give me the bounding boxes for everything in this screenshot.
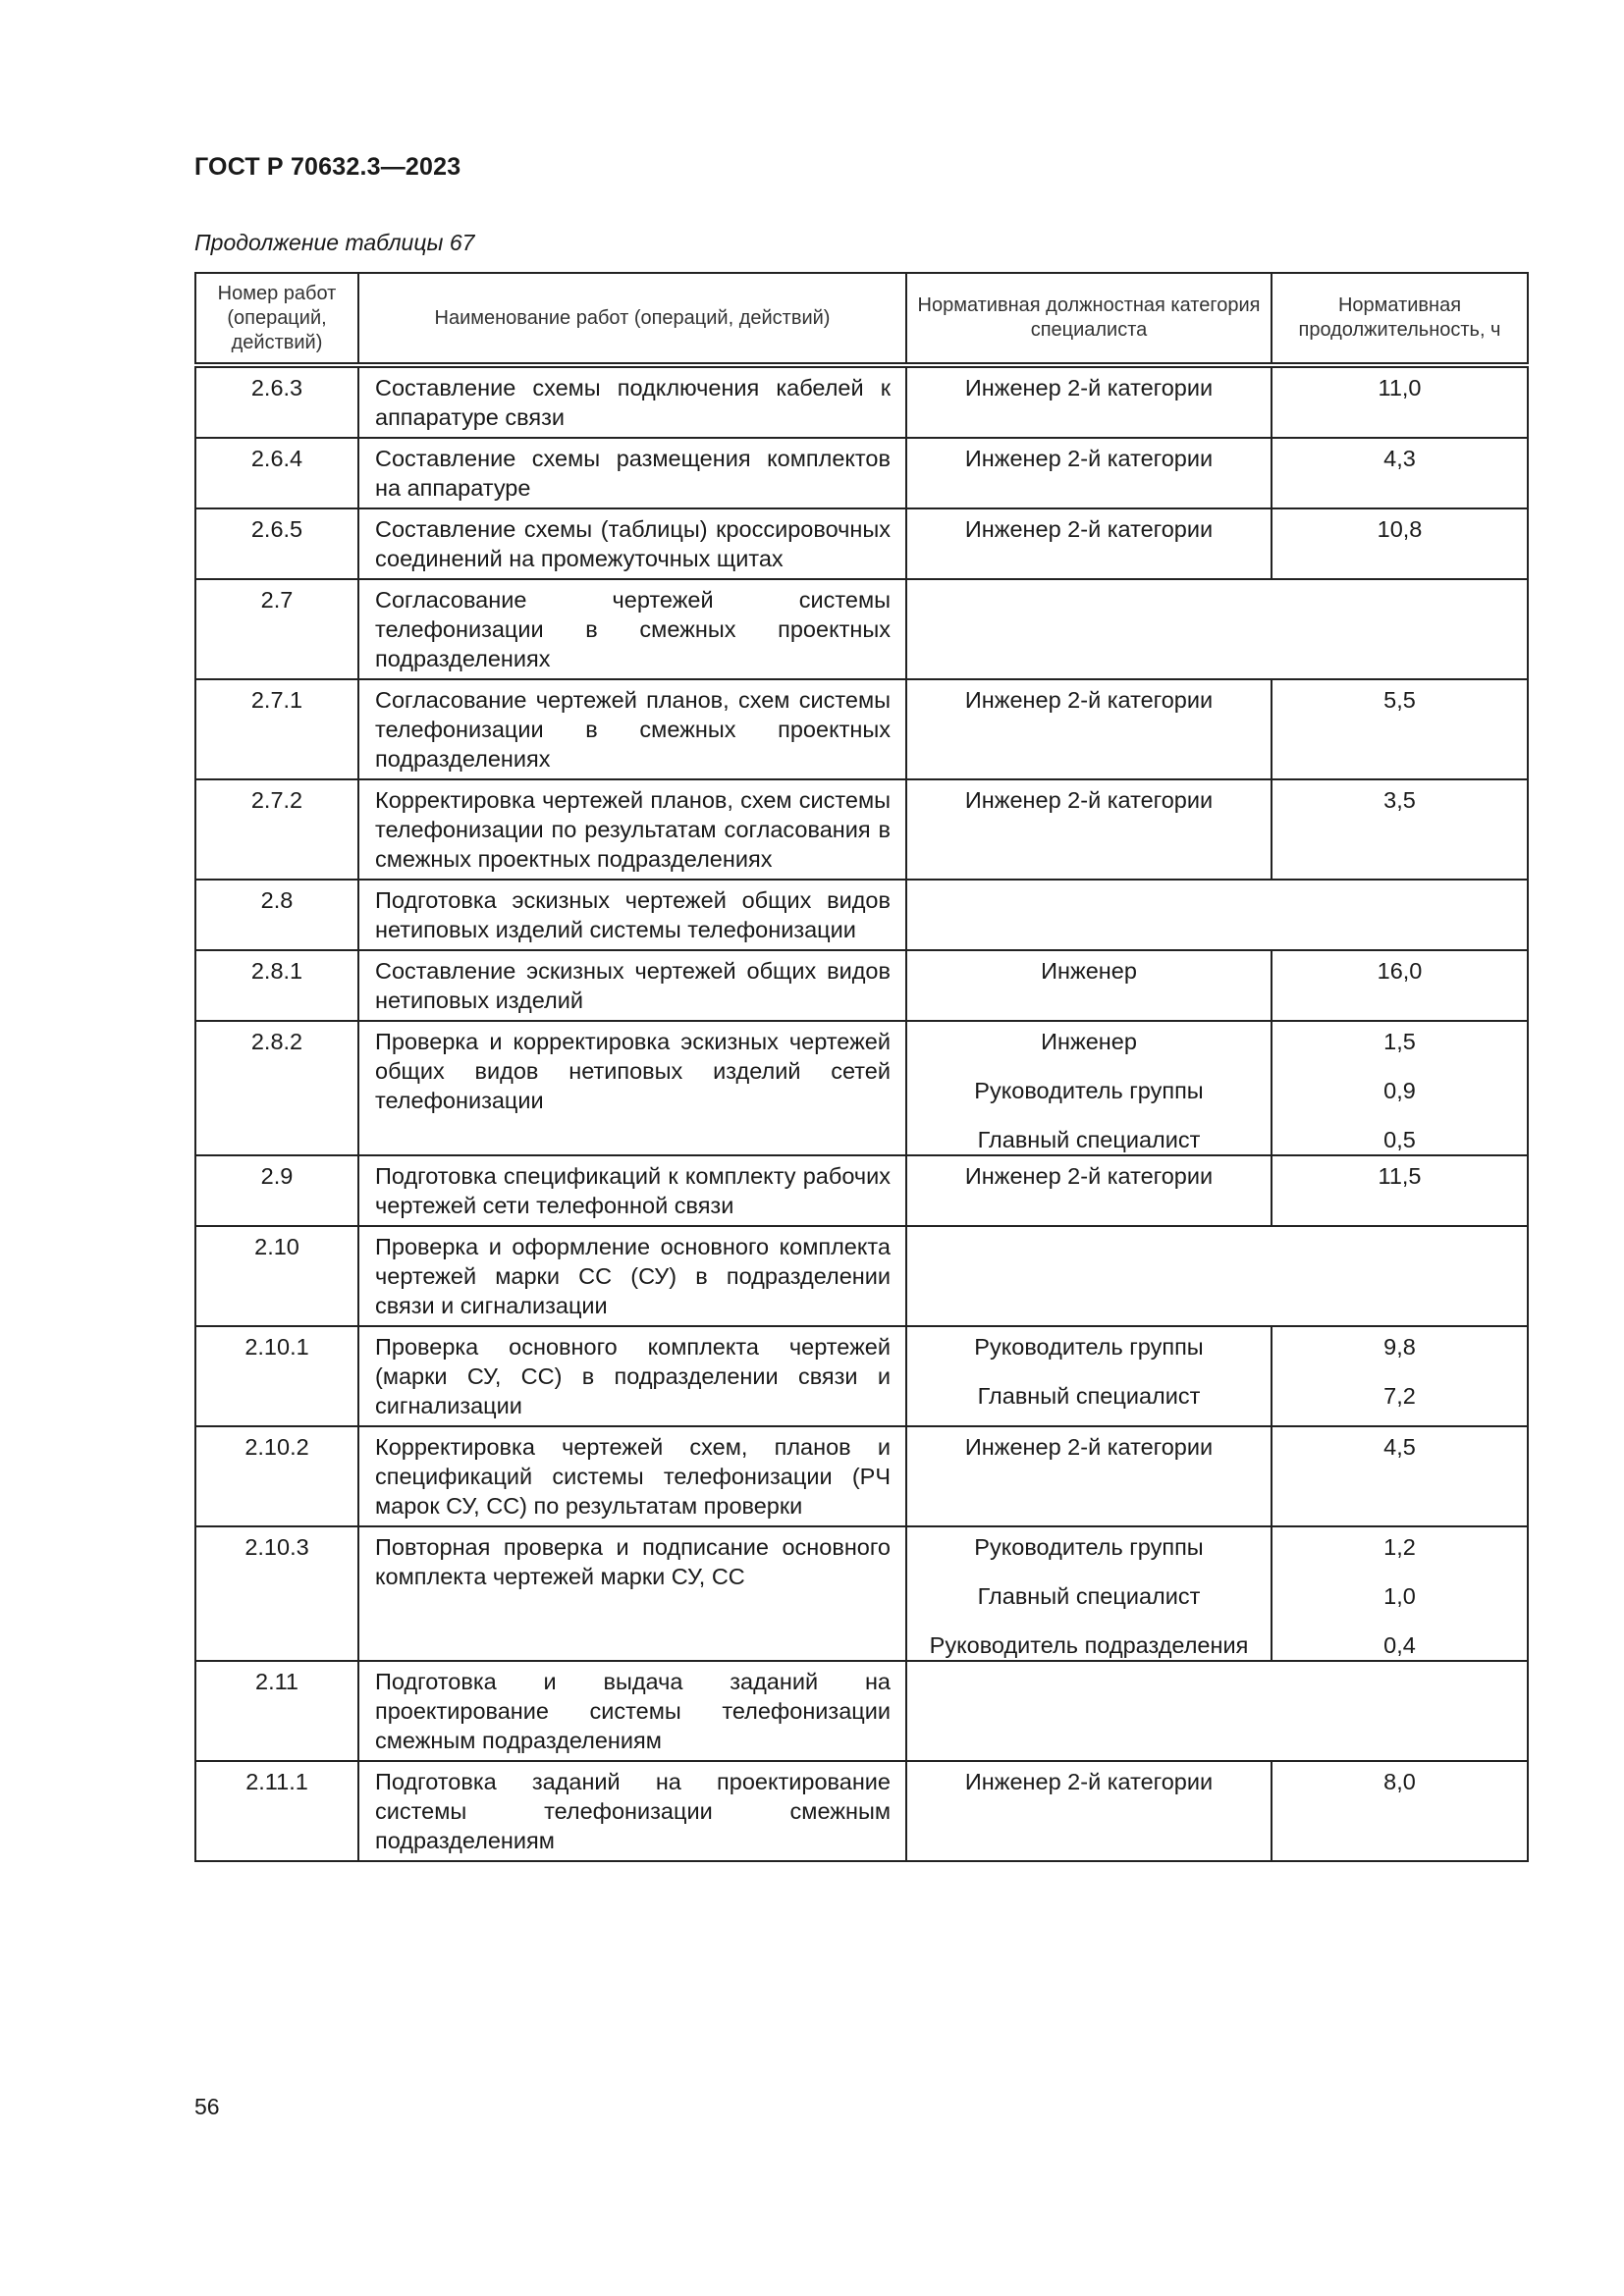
duration-value: 11,5	[1378, 1163, 1422, 1189]
table-row	[195, 508, 1528, 579]
duration-cell	[1272, 365, 1528, 438]
empty-cell	[906, 579, 1528, 679]
duration-cell	[1272, 950, 1528, 1021]
work-number: 2.6.3	[195, 365, 358, 438]
duration-value: 1,5	[1383, 1029, 1416, 1054]
duration-cell	[1272, 1326, 1528, 1426]
table-row	[195, 579, 1528, 679]
work-name: Составление схемы (таблицы) кроссировочных соединений на промежуточных щитах	[358, 508, 906, 579]
duration-value: 0,4	[1383, 1632, 1416, 1658]
table-row	[195, 1661, 1528, 1761]
column-header-category: Нормативная должностная категория специалиста	[906, 273, 1272, 365]
table-row	[195, 880, 1528, 950]
work-number: 2.9	[195, 1155, 358, 1226]
table-row	[195, 1021, 1528, 1155]
work-name: Корректировка чертежей планов, схем системы телефонизации по результатам согласования в смежных проектных подразделениях	[358, 779, 906, 880]
specialist-category: Инженер 2-й категории	[964, 446, 1214, 471]
table-row	[195, 779, 1528, 880]
specialist-category: Инженер 2-й категории	[964, 1163, 1214, 1189]
work-name: Повторная проверка и подписание основного комплекта чертежей марки СУ, СС	[358, 1526, 906, 1661]
specialist-category-cell	[906, 679, 1272, 779]
table-row	[195, 1426, 1528, 1526]
duration-value: 1,0	[1383, 1583, 1416, 1609]
table-row	[195, 1526, 1528, 1661]
specialist-category: Руководитель группы	[974, 1534, 1204, 1560]
specialist-category: Инженер 2-й категории	[964, 687, 1214, 713]
table-caption: Продолжение таблицы 67	[194, 230, 475, 255]
specialist-category: Инженер 2-й категории	[964, 375, 1214, 400]
duration-cell	[1272, 1155, 1528, 1226]
specialist-category-cell	[906, 365, 1272, 438]
duration-cell	[1272, 508, 1528, 579]
duration-cell	[1272, 679, 1528, 779]
table-row	[195, 1226, 1528, 1326]
column-header-number: Номер работ (операций, действий)	[195, 273, 358, 365]
duration-value: 7,2	[1383, 1383, 1416, 1409]
duration-cell	[1272, 1761, 1528, 1861]
work-name: Проверка основного комплекта чертежей (марки СУ, СС) в подразделении связи и сигнализации	[358, 1326, 906, 1426]
work-name: Составление схемы подключения кабелей к аппаратуре связи	[358, 365, 906, 438]
work-name: Проверка и корректировка эскизных чертежей общих видов нетиповых изделий сетей телефонизации	[358, 1021, 906, 1155]
work-number: 2.7.1	[195, 679, 358, 779]
table-body	[195, 365, 1528, 1861]
specialist-category: Инженер	[1041, 958, 1137, 984]
duration-cell	[1272, 1021, 1528, 1155]
duration-value: 4,5	[1383, 1434, 1416, 1460]
duration-value: 16,0	[1377, 958, 1423, 984]
document-title: ГОСТ Р 70632.3—2023	[194, 153, 461, 181]
work-number: 2.7	[195, 579, 358, 679]
work-number: 2.8	[195, 880, 358, 950]
table-row	[195, 679, 1528, 779]
table-row	[195, 950, 1528, 1021]
work-number: 2.10.1	[195, 1326, 358, 1426]
duration-cell	[1272, 1526, 1528, 1661]
specialist-category: Инженер 2-й категории	[964, 1434, 1214, 1460]
work-number: 2.10.3	[195, 1526, 358, 1661]
work-name: Согласование чертежей системы телефонизации в смежных проектных подразделениях	[358, 579, 906, 679]
specialist-category-cell	[906, 779, 1272, 880]
work-name: Составление эскизных чертежей общих видов нетиповых изделий	[358, 950, 906, 1021]
empty-cell	[906, 1661, 1528, 1761]
work-name: Подготовка спецификаций к комплекту рабочих чертежей сети телефонной связи	[358, 1155, 906, 1226]
work-number: 2.8.1	[195, 950, 358, 1021]
work-name: Составление схемы размещения комплектов на аппаратуре	[358, 438, 906, 508]
specialist-category: Главный специалист	[977, 1383, 1201, 1409]
specialist-category-cell	[906, 438, 1272, 508]
table-header-row	[195, 273, 1528, 365]
specialist-category-cell	[906, 1426, 1272, 1526]
specialist-category-cell	[906, 1761, 1272, 1861]
table-row	[195, 1155, 1528, 1226]
empty-cell	[906, 880, 1528, 950]
specialist-category: Главный специалист	[977, 1583, 1201, 1609]
column-header-name: Наименование работ (операций, действий)	[358, 273, 906, 365]
duration-value: 4,3	[1383, 446, 1416, 471]
work-name: Подготовка эскизных чертежей общих видов нетиповых изделий системы телефонизации	[358, 880, 906, 950]
work-number: 2.6.4	[195, 438, 358, 508]
table-row	[195, 1326, 1528, 1426]
page-number: 56	[194, 2094, 220, 2119]
work-name: Проверка и оформление основного комплекта чертежей марки СС (СУ) в подразделении связи и сигнализации	[358, 1226, 906, 1326]
specialist-category-cell	[906, 1155, 1272, 1226]
duration-value: 1,2	[1383, 1534, 1416, 1560]
specialist-category: Главный специалист	[977, 1127, 1201, 1152]
specialist-category: Руководитель группы	[974, 1078, 1204, 1103]
work-number: 2.11	[195, 1661, 358, 1761]
specialist-category: Инженер 2-й категории	[964, 787, 1214, 813]
column-header-duration: Нормативная продолжительность, ч	[1272, 273, 1528, 365]
specialist-category-cell	[906, 508, 1272, 579]
work-name: Корректировка чертежей схем, планов и спецификаций системы телефонизации (РЧ марок СУ, СС) по результатам проверки	[358, 1426, 906, 1526]
work-name: Подготовка заданий на проектирование системы телефонизации смежным подразделениям	[358, 1761, 906, 1861]
specialist-category-cell	[906, 1021, 1272, 1155]
duration-cell	[1272, 1426, 1528, 1526]
work-number: 2.10.2	[195, 1426, 358, 1526]
duration-cell	[1272, 779, 1528, 880]
specialist-category-cell	[906, 1326, 1272, 1426]
duration-value: 5,5	[1383, 687, 1416, 713]
duration-value: 9,8	[1383, 1334, 1416, 1360]
duration-value: 0,5	[1383, 1127, 1416, 1152]
specialist-category: Руководитель группы	[974, 1334, 1204, 1360]
specialist-category: Инженер	[1041, 1029, 1137, 1054]
work-number: 2.6.5	[195, 508, 358, 579]
work-name: Согласование чертежей планов, схем системы телефонизации в смежных проектных подразделениях	[358, 679, 906, 779]
work-number: 2.8.2	[195, 1021, 358, 1155]
table-row	[195, 365, 1528, 438]
table-row	[195, 1761, 1528, 1861]
table-row	[195, 438, 1528, 508]
duration-value: 10,8	[1377, 516, 1423, 542]
duration-value: 0,9	[1383, 1078, 1416, 1103]
work-number: 2.7.2	[195, 779, 358, 880]
specialist-category: Руководитель подразделения	[929, 1632, 1249, 1658]
specialist-category-cell	[906, 950, 1272, 1021]
work-number: 2.11.1	[195, 1761, 358, 1861]
work-number: 2.10	[195, 1226, 358, 1326]
work-norms-table	[194, 272, 1529, 1862]
duration-cell	[1272, 438, 1528, 508]
specialist-category: Инженер 2-й категории	[964, 516, 1214, 542]
specialist-category-cell	[906, 1526, 1272, 1661]
duration-value: 8,0	[1383, 1769, 1416, 1794]
duration-value: 11,0	[1378, 375, 1422, 400]
specialist-category: Инженер 2-й категории	[964, 1769, 1214, 1794]
duration-value: 3,5	[1383, 787, 1416, 813]
work-name: Подготовка и выдача заданий на проектирование системы телефонизации смежным подразделениям	[358, 1661, 906, 1761]
empty-cell	[906, 1226, 1528, 1326]
